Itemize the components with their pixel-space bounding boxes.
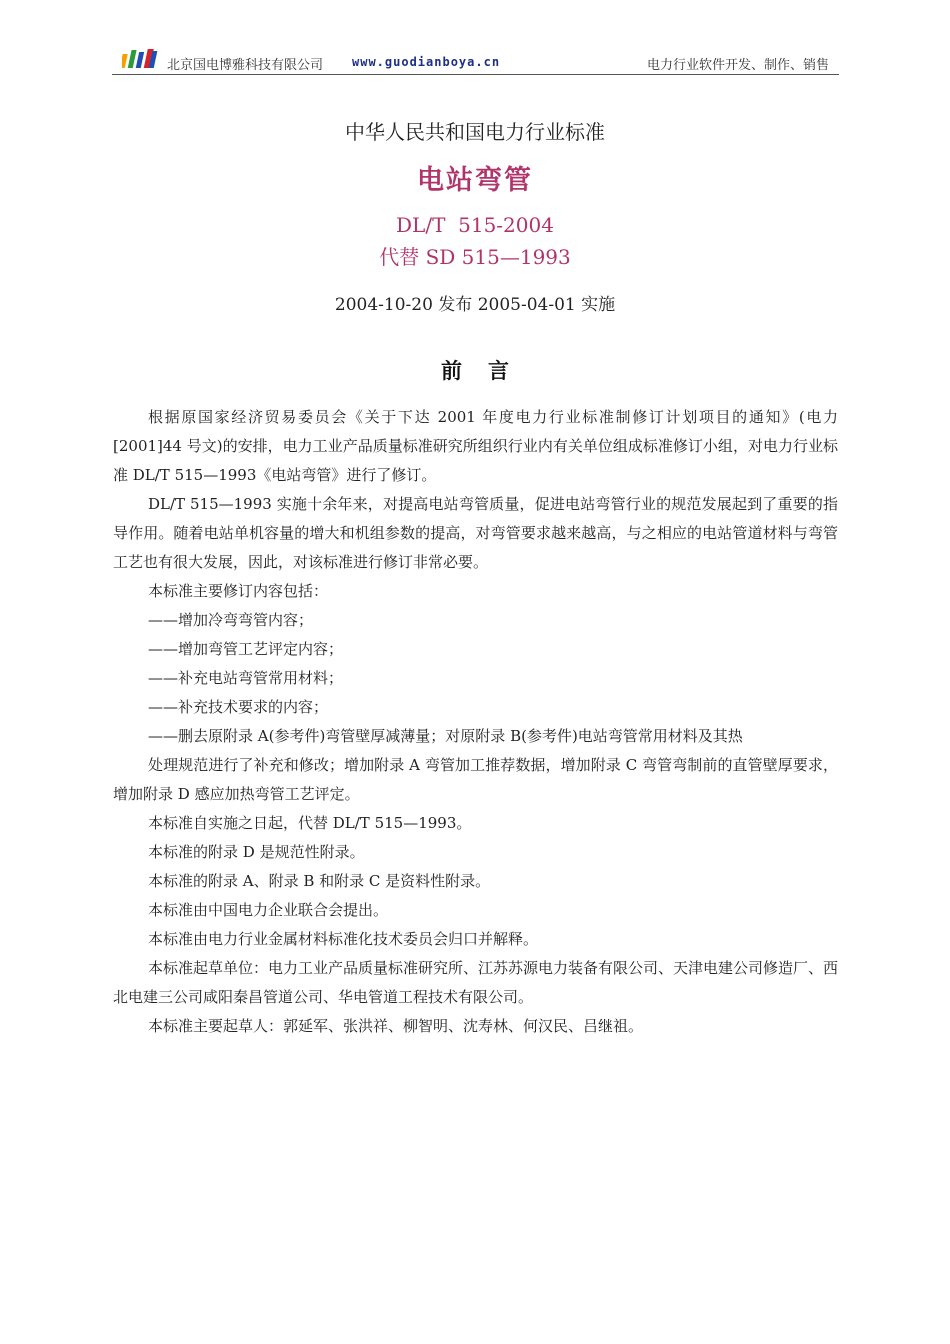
preface-body [113, 403, 838, 1041]
paragraph: 本标准由电力行业金属材料标准化技术委员会归口并解释。 [148, 930, 539, 948]
list-item: ——增加冷弯弯管内容； [148, 611, 314, 629]
header-slogan: 电力行业软件开发、制作、销售 [646, 58, 829, 73]
list-item: ——删去原附录 A(参考件)弯管壁厚减薄量；对原附录 B(参考件)电站弯管常用材料及其热 [148, 727, 743, 745]
company-name: 北京国电博雅科技有限公司 [167, 58, 324, 73]
paragraph: 处理规范进行了补充和修改；增加附录 A 弯管加工推荐数据，增加附录 C 弯管弯制前的直管壁厚要求，增加附录 D 感应加热弯管工艺评定。 [113, 756, 838, 803]
list-item: ——补充电站弯管常用材料； [148, 669, 344, 687]
standard-code: DL/T 515-2004 [396, 213, 554, 237]
publish-dates: 2004-10-20 发布 2005-04-01 实施 [334, 295, 616, 315]
replaced-standard: 代替 SD 515—1993 [379, 245, 571, 269]
paragraph: 本标准自实施之日起，代替 DL/T 515—1993。 [148, 814, 472, 832]
page-header [112, 44, 839, 75]
paragraph: 根据原国家经济贸易委员会《关于下达 2001 年度电力行业标准制修订计划项目的通知》(电力[2001]44 号文)的安排，电力工业产品质量标准研究所组织行业内有关单位组成标准修订小组，对电力行业标准 DL/T 515—1993《电站弯管》进行了修订。 [113, 408, 838, 484]
standard-organization: 中华人民共和国电力行业标准 [345, 120, 605, 144]
document-title: 电站弯管 [417, 165, 533, 196]
paragraph: 本标准的附录 D 是规范性附录。 [148, 843, 365, 861]
preface-heading: 前言 [441, 358, 535, 383]
paragraph: 本标准主要修订内容包括： [148, 582, 329, 600]
list-item: ——补充技术要求的内容； [148, 698, 329, 716]
website-link[interactable]: www.guodianboya.cn [352, 55, 501, 69]
list-item: ——增加弯管工艺评定内容； [148, 640, 344, 658]
guodianboya-logo-icon [122, 48, 160, 70]
paragraph: DL/T 515—1993 实施十余年来，对提高电站弯管质量，促进电站弯管行业的规范发展起到了重要的指导作用。随着电站单机容量的增大和机组参数的提高，对弯管要求越来越高，与之相应的电站管道材料与弯管工艺也有很大发展，因此，对该标准进行修订非常必要。 [113, 495, 838, 571]
paragraph: 本标准由中国电力企业联合会提出。 [148, 901, 389, 919]
paragraph: 本标准主要起草人：郭延军、张洪祥、柳智明、沈寿林、何汉民、吕继祖。 [148, 1017, 644, 1035]
paragraph: 本标准的附录 A、附录 B 和附录 C 是资料性附录。 [148, 872, 491, 890]
paragraph: 本标准起草单位：电力工业产品质量标准研究所、江苏苏源电力装备有限公司、天津电建公司修造厂、西北电建三公司咸阳秦昌管道公司、华电管道工程技术有限公司。 [113, 959, 839, 1006]
